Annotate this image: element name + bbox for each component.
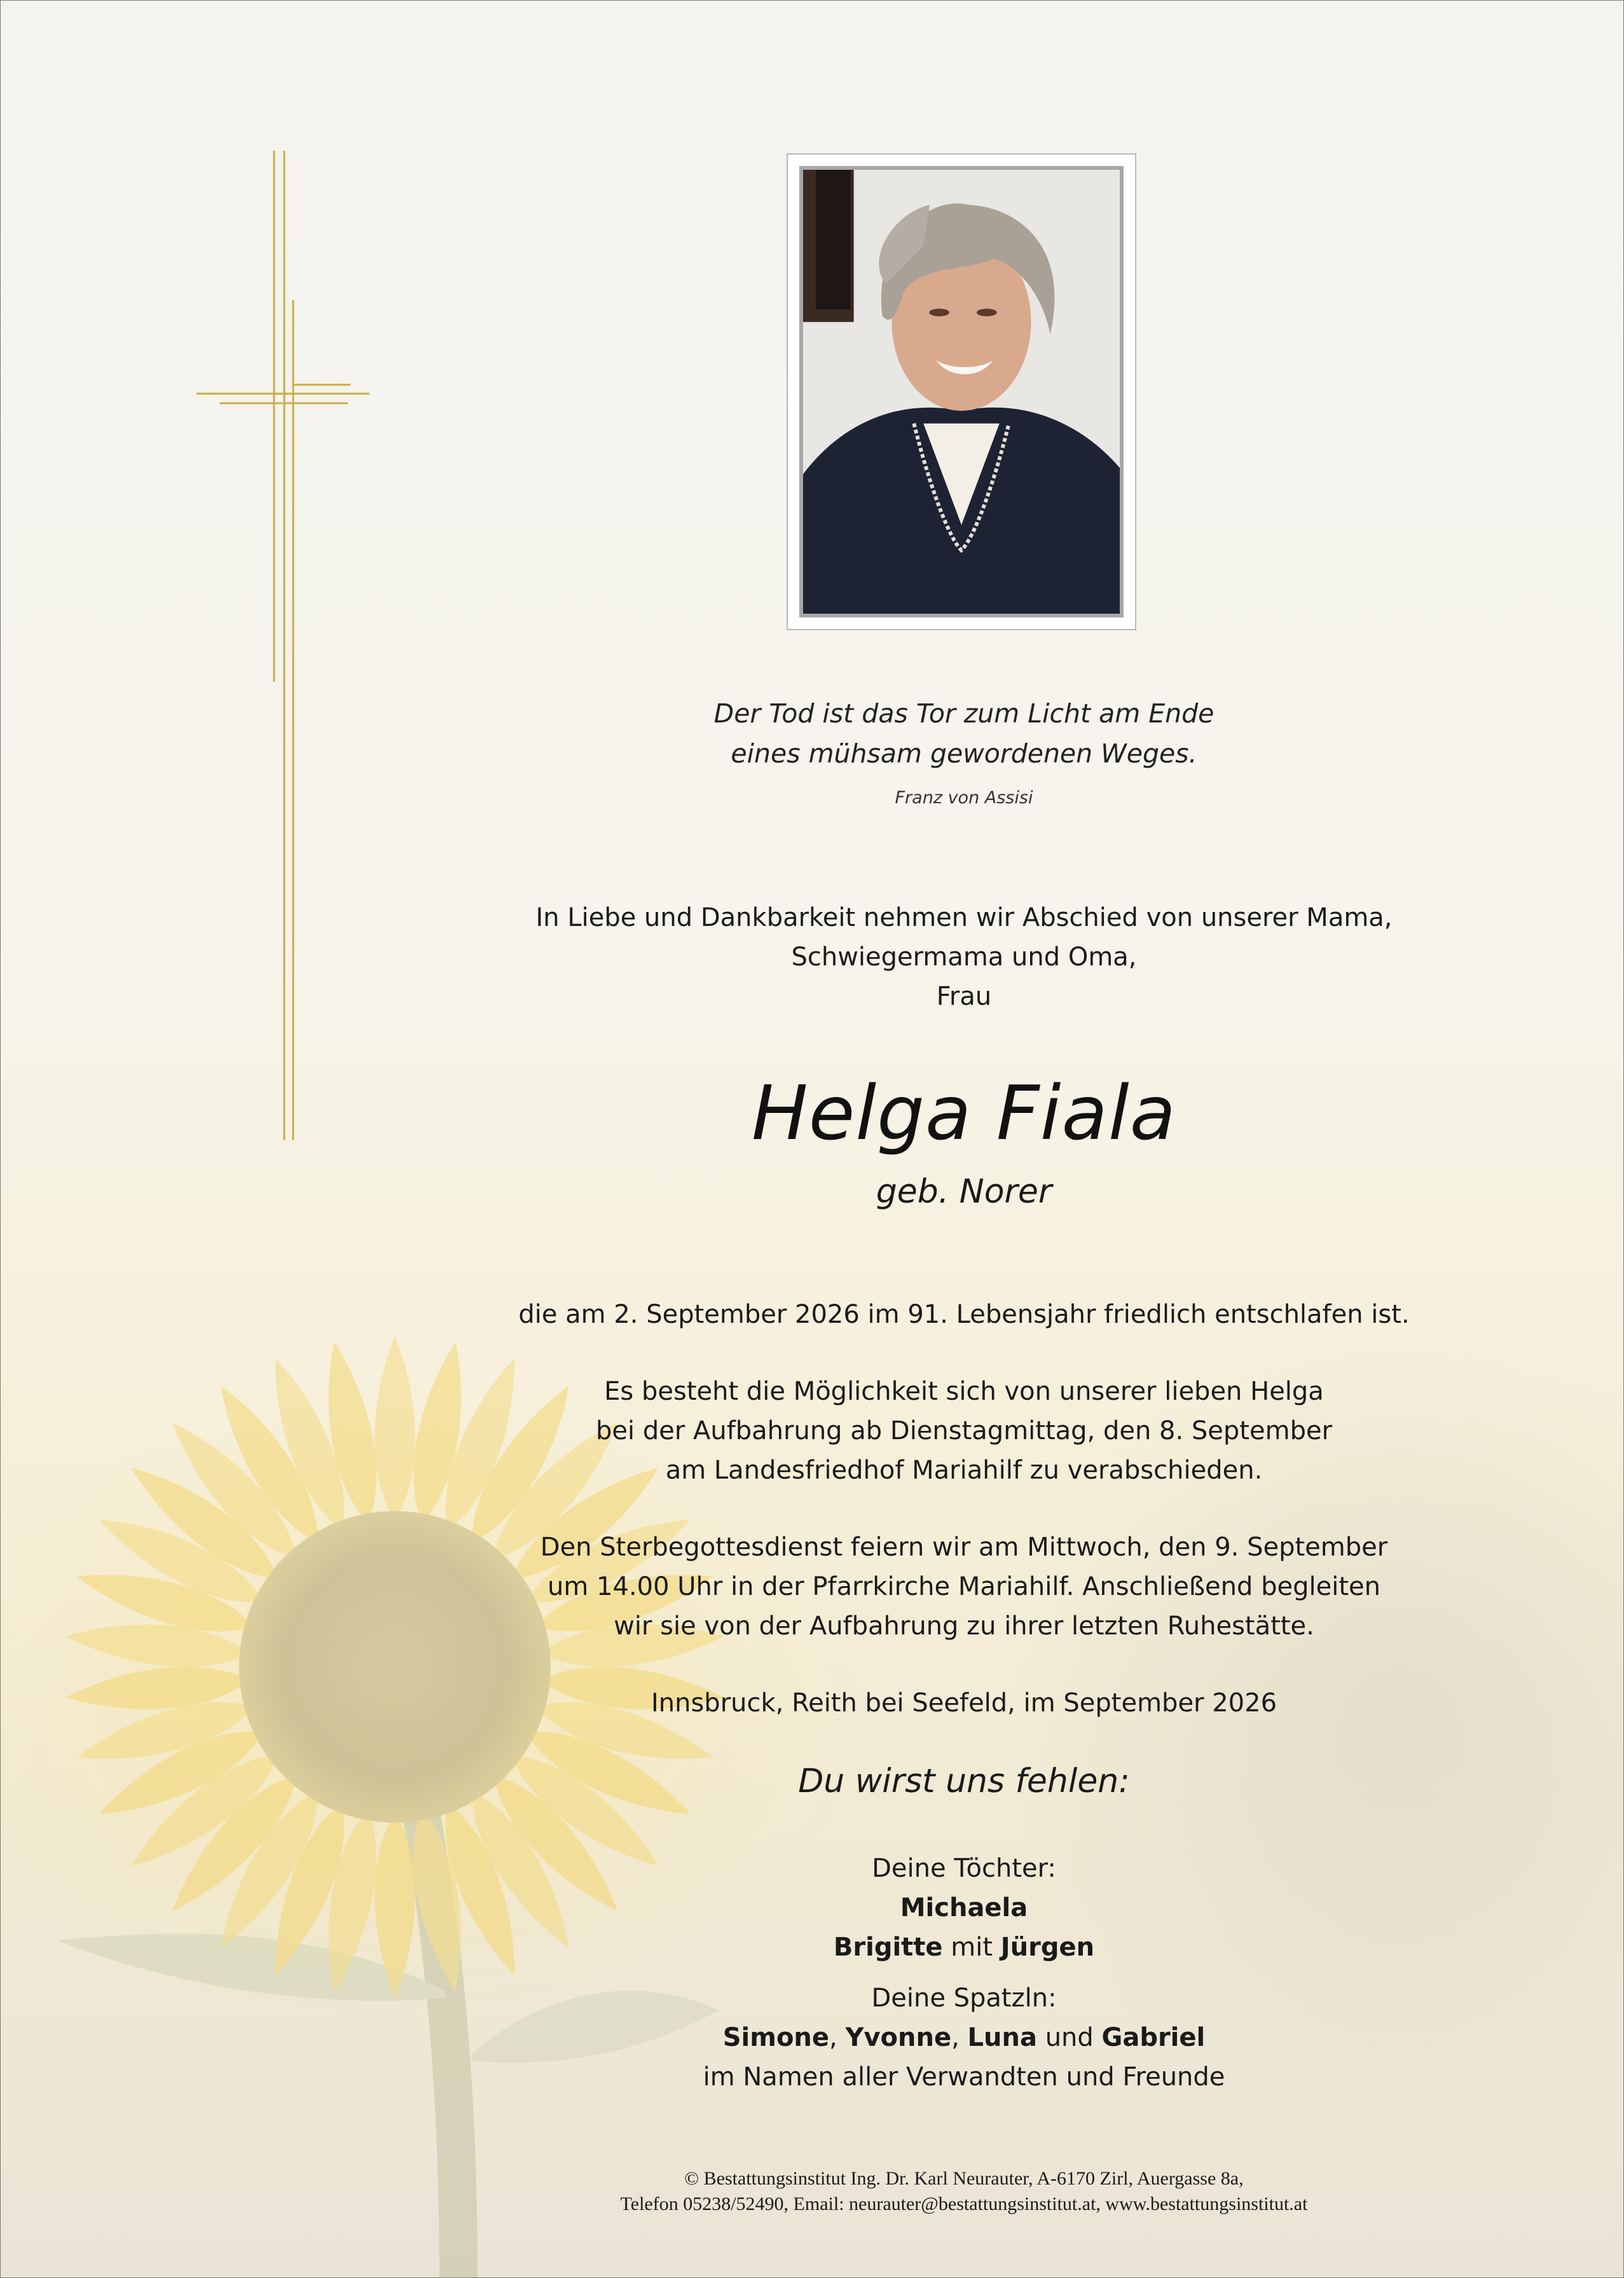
footer-line-1: © Bestattungsinstitut Ing. Dr. Karl Neurauter, A-6170 Zirl, Auergasse 8a, <box>684 2168 1244 2189</box>
viewing-line-1: Es besteht die Möglichkeit sich von unserer lieben Helga <box>604 1377 1324 1406</box>
footer-line-2: Telefon 05238/52490, Email: neurauter@bestattungsinstitut.at, www.bestattungsinstitut.at <box>620 2193 1308 2214</box>
viewing-line-2: bei der Aufbahrung ab Dienstagmittag, den 8. September <box>595 1416 1333 1446</box>
deceased-name: Helga Fiala <box>752 1069 1176 1157</box>
grandchildren-line <box>319 2018 1609 2057</box>
farewell-heading: Du wirst uns fehlen: <box>798 1762 1130 1800</box>
service-line-2: um 14.00 Uhr in der Pfarrkirche Mariahilf. Anschließend begleiten <box>547 1572 1380 1601</box>
separator-1: , <box>829 2023 837 2052</box>
viewing-line-3: am Landesfriedhof Mariahilf zu verabschieden. <box>665 1456 1263 1485</box>
intro-line-2: Schwiegermama und Oma, <box>791 942 1137 972</box>
with-word: mit <box>951 1933 993 1962</box>
grandchild-4: Gabriel <box>1101 2023 1206 2052</box>
separator-2: , <box>951 2023 960 2052</box>
quote-line-2: eines mühsam gewordenen Weges. <box>731 738 1197 769</box>
daughter-1-name: Michaela <box>900 1893 1028 1922</box>
closing-line: im Namen aller Verwandten und Freunde <box>703 2062 1225 2092</box>
intro-line-3: Frau <box>936 982 992 1011</box>
grandchild-3: Luna <box>967 2023 1037 2052</box>
daughter-1 <box>319 1888 1609 1928</box>
intro-line-1: In Liebe und Dankbarkeit nehmen wir Abschied von unserer Mama, <box>535 903 1393 932</box>
grandchild-1: Simone <box>722 2023 830 2052</box>
quote-line-1: Der Tod ist das Tor zum Licht am Ende <box>713 698 1215 729</box>
death-notice-line: die am 2. September 2026 im 91. Lebensjahr friedlich entschlafen ist. <box>518 1300 1410 1329</box>
daughters-label: Deine Töchter: <box>872 1854 1056 1883</box>
grandchildren-label: Deine Spatzln: <box>871 1984 1057 2013</box>
grandchild-2: Yvonne <box>845 2023 952 2052</box>
and-word: und <box>1045 2023 1094 2052</box>
service-line-3: wir sie von der Aufbahrung zu ihrer letzten Ruhestätte. <box>614 1612 1314 1641</box>
place-and-date: Innsbruck, Reith bei Seefeld, im September 2026 <box>650 1688 1277 1718</box>
daughter-2-line <box>319 1928 1609 1967</box>
service-line-1: Den Sterbegottesdienst feiern wir am Mittwoch, den 9. September <box>540 1533 1388 1562</box>
daughter-2-name: Brigitte <box>833 1933 943 1962</box>
maiden-name: geb. Norer <box>876 1173 1052 1211</box>
daughter-2-partner: Jürgen <box>1000 1933 1095 1962</box>
quote-author: Franz von Assisi <box>895 788 1033 808</box>
text-column <box>319 1 1609 2278</box>
